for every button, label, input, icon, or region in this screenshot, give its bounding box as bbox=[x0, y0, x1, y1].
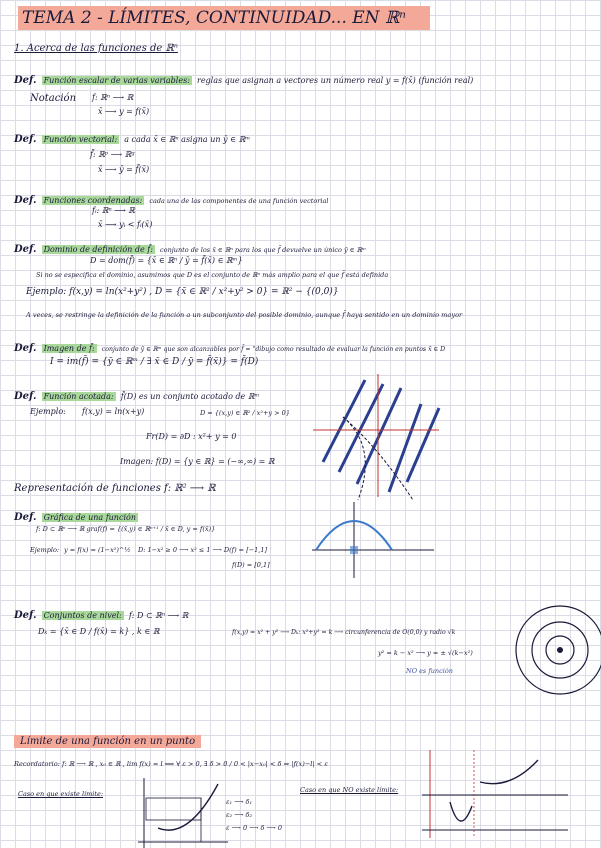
def-8-example: f(x,y) = x² + y² ⟶ Dₖ: x²+y² = k ⟶ circunferencia de O(0,0) y radio √k bbox=[232, 629, 456, 636]
def-1-text: reglas que asignan a vectores un número real y = f(x̄) (función real) bbox=[197, 76, 474, 85]
def-4: Def. Dominio de definición de f̄: conjunto de los x̄ ∈ ℝⁿ para los que f̄ devuelve un único ȳ ∈ ℝᵐ bbox=[14, 244, 367, 255]
def-8-note: NO es función bbox=[406, 667, 453, 675]
def-2-formula-1: f̄: ℝᵖ ⟶ ℝᵍ bbox=[90, 150, 135, 159]
def-3-term: Funciones coordenadas: bbox=[43, 196, 143, 205]
def-8: Def. Conjuntos de nivel: f: D ⊂ ℝⁿ ⟶ ℝ bbox=[14, 610, 189, 621]
def-7-term: Gráfica de una función bbox=[43, 513, 136, 522]
ej-2-image: Imagen: f(D) = {y ∈ ℝ} = (−∞,∞) = ℝ bbox=[120, 457, 275, 466]
def-3-formula-2: x̄ ⟶ yᵢ < fᵢ(x̄) bbox=[98, 220, 153, 229]
def-8-dk: Dₖ = {x̄ ∈ D / f(x̄) = k} , k ∈ ℝ bbox=[38, 627, 160, 636]
def-4-text: conjunto de los x̄ ∈ ℝⁿ para los que f̄ devuelve un único ȳ ∈ ℝᵐ bbox=[160, 246, 367, 254]
def-6-text: f̄(D) es un conjunto acotado de ℝᵐ bbox=[120, 392, 260, 401]
def-label: Def. bbox=[14, 75, 37, 86]
def-2-term: Función vectorial: bbox=[43, 135, 118, 144]
caso-1-eps-2: ε₂ ⟶ δ₂ bbox=[226, 811, 253, 819]
limit-exists-plot bbox=[138, 778, 228, 848]
ej-2-label: Ejemplo: bbox=[30, 407, 66, 416]
def-4-term: Dominio de definición de f̄: bbox=[43, 245, 153, 254]
def-6-term: Función acotada: bbox=[43, 392, 114, 401]
ej-2-frontier: Fr(D) = ∂D : x²+ y = 0 bbox=[146, 432, 237, 441]
def-4-note: Si no se especifica el dominio, asumimos que D es el conjunto de ℝⁿ más amplio para el que f̄ está definida bbox=[36, 271, 389, 279]
def-7-formula: f: D ⊂ ℝⁿ ⟶ ℝ graf(f) = {(x̄,y) ∈ ℝⁿ⁺¹ / x̄ ∈ D, y = f(x̄)} bbox=[36, 525, 216, 533]
def-2: Def. Función vectorial: a cada x̄ ∈ ℝⁿ asigna un ȳ ∈ ℝᵐ bbox=[14, 134, 251, 145]
def-5-term: Imagen de f̄: bbox=[43, 344, 95, 353]
def-8-term: Conjuntos de nivel: bbox=[43, 611, 122, 620]
def-7: Def. Gráfica de una función bbox=[14, 512, 136, 523]
notacion-label: Notación bbox=[30, 93, 77, 104]
ej-2-domain: D = {(x,y) ∈ ℝ² / x²+y > 0} bbox=[200, 409, 290, 417]
def-3-text: cada una de las componentes de una función vectorial bbox=[149, 197, 329, 205]
notacion-line-2: x̄ ⟶ y = f(x̄) bbox=[98, 107, 150, 116]
def-8-example-2: y² = k − x² ⟶ y = ± √(k−x²) bbox=[378, 649, 473, 657]
def-6: Def. Función acotada: f̄(D) es un conjunto acotado de ℝᵐ bbox=[14, 391, 260, 402]
def-3: Def. Funciones coordenadas: cada una de las componentes de una función vectorial bbox=[14, 195, 329, 206]
ej-2-function: f(x,y) = ln(x+y) bbox=[82, 407, 145, 416]
ej-3-domain: D: 1−x² ≥ 0 ⟶ x² ≤ 1 ⟶ D(f) = [−1,1] bbox=[138, 546, 268, 554]
page-title: TEMA 2 - LÍMITES, CONTINUIDAD... EN ℝⁿ bbox=[12, 6, 456, 30]
ej-3-image: f(D) = [0,1] bbox=[232, 561, 270, 569]
level-sets-plot bbox=[512, 600, 601, 700]
recordatorio: Recordatorio: f: ℝ ⟶ ℝ , x₀ ∈ ℝ , lim f(x) = l ⟺ ∀ ε > 0, ∃ δ > 0 / 0 < |x−x₀| < δ ⇒ |f(x)−l| < ε bbox=[14, 760, 328, 768]
def-2-formula-2: x̄ ⟶ ȳ = f̄(x̄) bbox=[98, 165, 150, 174]
caso-1-eps-1: ε₁ ⟶ δ₁ bbox=[226, 798, 253, 806]
section-2-heading: Límite de una función en un punto bbox=[14, 736, 201, 747]
def-3-formula-1: fᵢ: ℝⁿ ⟶ ℝ bbox=[92, 206, 135, 215]
notacion-line-1: f: ℝⁿ ⟶ ℝ bbox=[92, 93, 134, 102]
def-5: Def. Imagen de f̄: conjunto de ȳ ∈ ℝᵐ que son alcanzables por f̄ = "dibujo como resultado de evaluar la función en puntos x̄ ∈ D bbox=[14, 343, 446, 354]
ej-3-label: Ejemplo: bbox=[30, 546, 60, 554]
def-1-term: Función escalar de varias variables: bbox=[43, 76, 190, 85]
caso-2-heading: Caso en que NO existe límite: bbox=[300, 786, 399, 794]
def-5-formula: I = im(f̄) = {ȳ ∈ ℝᵐ / ∃ x̄ ∈ D / ȳ = f̄(x̄)} = f̄(D) bbox=[50, 357, 259, 367]
def-1 bbox=[14, 68, 473, 87]
def-5-text: conjunto de ȳ ∈ ℝᵐ que son alcanzables por f̄ = "dibujo como resultado de evaluar la función en puntos x̄ ∈ D bbox=[101, 346, 446, 353]
ej-3-function: y = f(x) = (1−x²)^½ bbox=[64, 546, 131, 554]
def-4-formula: D = dom(f̄) = {x̄ ∈ ℝⁿ / ȳ = f̄(x̄) ∈ ℝᵐ} bbox=[90, 256, 243, 265]
representacion-heading: Representación de funciones f: ℝ² ⟶ ℝ bbox=[14, 483, 216, 494]
caso-1-heading: Caso en que existe límite: bbox=[18, 790, 104, 798]
caso-1-eps-3: ε ⟶ 0 ⟶ δ ⟶ 0 bbox=[226, 824, 283, 832]
def-2-text: a cada x̄ ∈ ℝⁿ asigna un ȳ ∈ ℝᵐ bbox=[124, 135, 251, 144]
ejemplo-1: Ejemplo: f(x,y) = ln(x²+y²) , D = {x̄ ∈ ℝ² / x²+y² > 0} = ℝ² − {(0,0)} bbox=[26, 287, 339, 297]
section-1-heading: 1. Acerca de las funciones de ℝⁿ bbox=[14, 43, 178, 54]
semicircle-plot bbox=[308, 500, 438, 580]
def-8-function: f: D ⊂ ℝⁿ ⟶ ℝ bbox=[128, 611, 189, 620]
restriction-note: A veces, se restringe la definición de la función a un subconjunto del posible dominio, aunque f̄ haya sentido en un dominio mayor bbox=[26, 311, 463, 319]
limit-not-exists-plot bbox=[420, 750, 570, 840]
domain-plot bbox=[303, 372, 453, 502]
